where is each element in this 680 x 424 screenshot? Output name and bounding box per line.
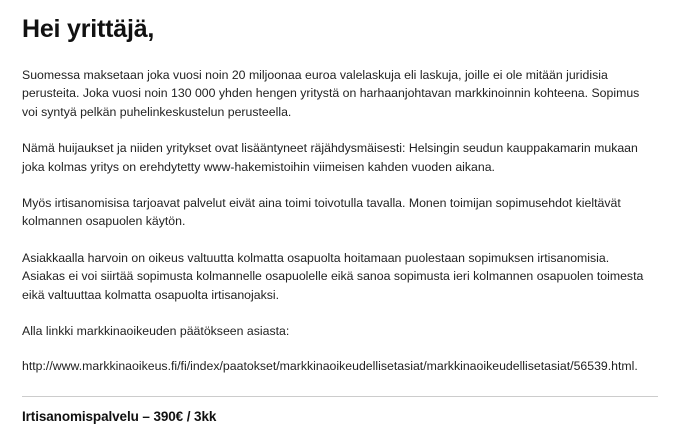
body-paragraph-1: Suomessa maksetaan joka vuosi noin 20 miljoonaa euroa valelaskuja eli laskuja, joille ei ole mitään juridisia perusteita. Joka vuosi noin 130 000 yhden hengen yritystä on harhaanjohtavan markkinoinnin kohteena. Sopimus voi syntyä pelkän puhelinkeskustelun perusteella. <box>22 68 640 119</box>
body-paragraph-3: Myös irtisanomisisa tarjoavat palvelut eivät aina toimi toivotulla tavalla. Monen toimijan sopimusehdot kieltävät kolmannen osapuolen käytön. <box>22 196 621 229</box>
body-paragraph-5: Alla linkki markkinaoikeuden päätökseen asiasta: <box>22 324 290 339</box>
markkinaoikeus-link[interactable]: http://www.markkinaoikeus.fi/fi/index/paatokset/markkinaoikeudellisetasiat/markkinaoikeudellisetasiat/56539.html. <box>22 359 638 374</box>
body-paragraph-2: Nämä huijaukset ja niiden yritykset ovat lisääntyneet räjähdysmäisesti: Helsingin seudun kauppakamarin mukaan joka kolmas yritys on erehdytetty www-hakemistoihin viimeisen kahden vuoden aikana. <box>22 141 638 174</box>
price-heading: Irtisanomispalvelu – 390€ / 3kk <box>22 408 217 424</box>
section-divider <box>22 396 658 397</box>
body-paragraph-4: Asiakkaalla harvoin on oikeus valtuutta kolmatta osapuolta hoitamaan puolestaan sopimuksen irtisanomisia. Asiakas ei voi siirtää sopimusta kolmannelle osapuolelle eikä sanoa sopimusta ieri kolmannen osapuolen toimesta eikä valtuuttaa kolmatta osapuolta irtisanojaksi. <box>22 250 644 302</box>
page-title: Hei yrittäjä, <box>22 15 155 43</box>
